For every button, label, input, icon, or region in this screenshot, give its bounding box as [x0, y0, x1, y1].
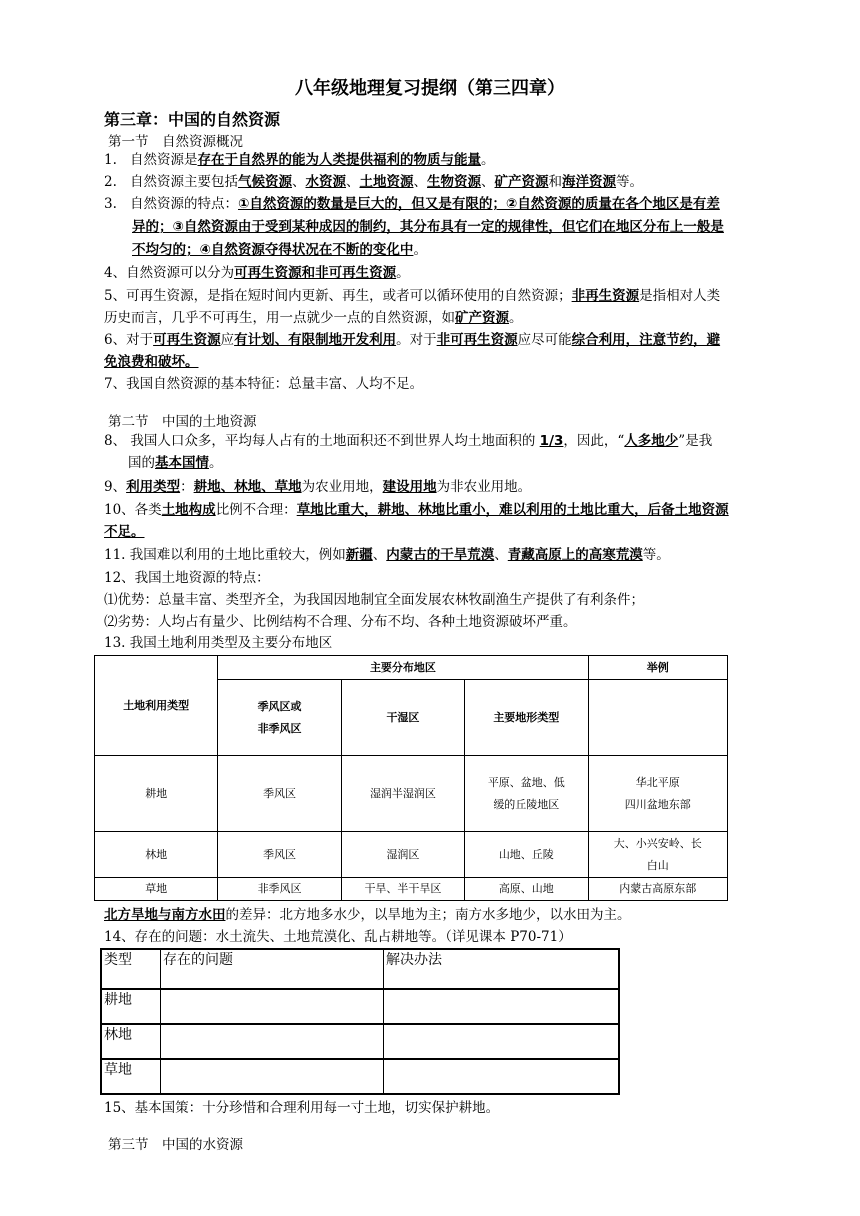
th-monsoon: 季风区或 非季风区 — [218, 680, 341, 756]
th-land-type: 土地利用类型 — [95, 656, 218, 756]
item-11: 11. 我国难以利用的土地比重较大，例如新疆、内蒙古的干旱荒漠、青藏高原上的高寒荒漠等。 — [104, 547, 670, 563]
item-5: 5、可再生资源，是指在短时间内更新、再生，或者可以循环使用的自然资源；非再生资源是指相对人类 — [104, 288, 721, 304]
table-row: 耕地 — [101, 989, 619, 1024]
item-5-line-2: 历史而言，几乎不可再生，用一点就少一点的自然资源，如矿产资源。 — [104, 310, 523, 326]
item-3-line-2: 异的；③自然资源由于受到某种成因的制约，其分布具有一定的规律性，但它们在地区分布上一般是 — [132, 219, 724, 235]
document-title: 八年级地理复习提纲（第三四章） — [295, 78, 565, 99]
table-row: 草地 非季风区 干旱、半干旱区 高原、山地 内蒙古高原东部 — [95, 878, 728, 901]
item-6-line-2: 免浪费和破坏。 — [104, 354, 199, 370]
land-use-table — [94, 655, 728, 901]
item-6: 6、对于可再生资源应有计划、有限制地开发利用。对于非可再生资源应尽可能综合利用，注意节约，避 — [104, 332, 721, 348]
table-header-row: 类型 存在的问题 解决办法 — [101, 949, 619, 989]
item-12: 12、我国土地资源的特点： — [104, 570, 270, 586]
problems-table — [100, 948, 620, 1095]
item-14: 14、存在的问题：水土流失、土地荒漠化、乱占耕地等。（详见课本 P70-71） — [104, 929, 572, 945]
note-north-south: 北方旱地与南方水田的差异：北方地多水少，以旱地为主；南方水多地少，以水田为主。 — [104, 907, 631, 923]
table-row: 林地 季风区 湿润区 山地、丘陵 大、小兴安岭、长 白山 — [95, 832, 728, 878]
item-4: 4、自然资源可以分为可再生资源和非可再生资源。 — [104, 265, 410, 281]
table-row: 耕地 季风区 湿润半湿润区 平原、盆地、低 缓的丘陵地区 华北平原 四川盆地东部 — [95, 756, 728, 832]
th-terrain: 主要地形类型 — [465, 680, 588, 756]
item-9: 9、利用类型：耕地、林地、草地为农业用地，建设用地为非农业用地。 — [104, 479, 532, 495]
section-1-heading: 第一节 自然资源概况 — [108, 134, 243, 150]
item-1: 1. 自然资源是存在于自然界的能为人类提供福利的物质与能量。 — [104, 152, 495, 168]
item-7: 7、我国自然资源的基本特征：总量丰富、人均不足。 — [104, 376, 424, 392]
section-2-heading: 第二节 中国的土地资源 — [108, 414, 257, 430]
item-8-line-2: 国的基本国情。 — [128, 455, 223, 471]
table-row: 林地 — [101, 1024, 619, 1059]
item-3: 3. 自然资源的特点：①自然资源的数量是巨大的，但又是有限的；②自然资源的质量在各个地区是有差 — [104, 196, 720, 212]
item-8: 8、 我国人口众多，平均每人占有的土地面积还不到世界人均土地面积的 1/3，因此，“人多地少”是我 — [104, 433, 713, 449]
item-12-disadvantage: ⑵劣势：人均占有量少、比例结构不合理、分布不均、各种土地资源破坏严重。 — [104, 614, 577, 630]
item-2: 2. 自然资源主要包括气候资源、水资源、土地资源、生物资源、矿产资源和海洋资源等。 — [104, 174, 643, 190]
th-example: 举例 — [588, 656, 728, 680]
section-3-heading: 第三节 中国的水资源 — [108, 1137, 243, 1153]
td-example-empty — [588, 680, 728, 756]
item-10-line-2: 不足。 — [104, 524, 145, 540]
chapter-heading: 第三章：中国的自然资源 — [104, 110, 281, 129]
item-10: 10、各类土地构成比例不合理：草地比重大，耕地、林地比重小，难以利用的土地比重大，后备土地资源 — [104, 502, 729, 518]
th-distribution: 主要分布地区 — [218, 656, 588, 680]
table-row: 草地 — [101, 1059, 619, 1094]
item-12-advantage: ⑴优势：总量丰富、类型齐全，为我国因地制宜全面发展农林牧副渔生产提供了有利条件； — [104, 592, 644, 608]
item-3-line-3: 不均匀的；④自然资源夺得状况在不断的变化中。 — [132, 242, 427, 258]
item-13: 13. 我国土地利用类型及主要分布地区 — [104, 635, 333, 651]
item-15: 15、基本国策：十分珍惜和合理利用每一寸土地，切实保护耕地。 — [104, 1100, 500, 1116]
th-dry-wet: 干湿区 — [341, 680, 464, 756]
